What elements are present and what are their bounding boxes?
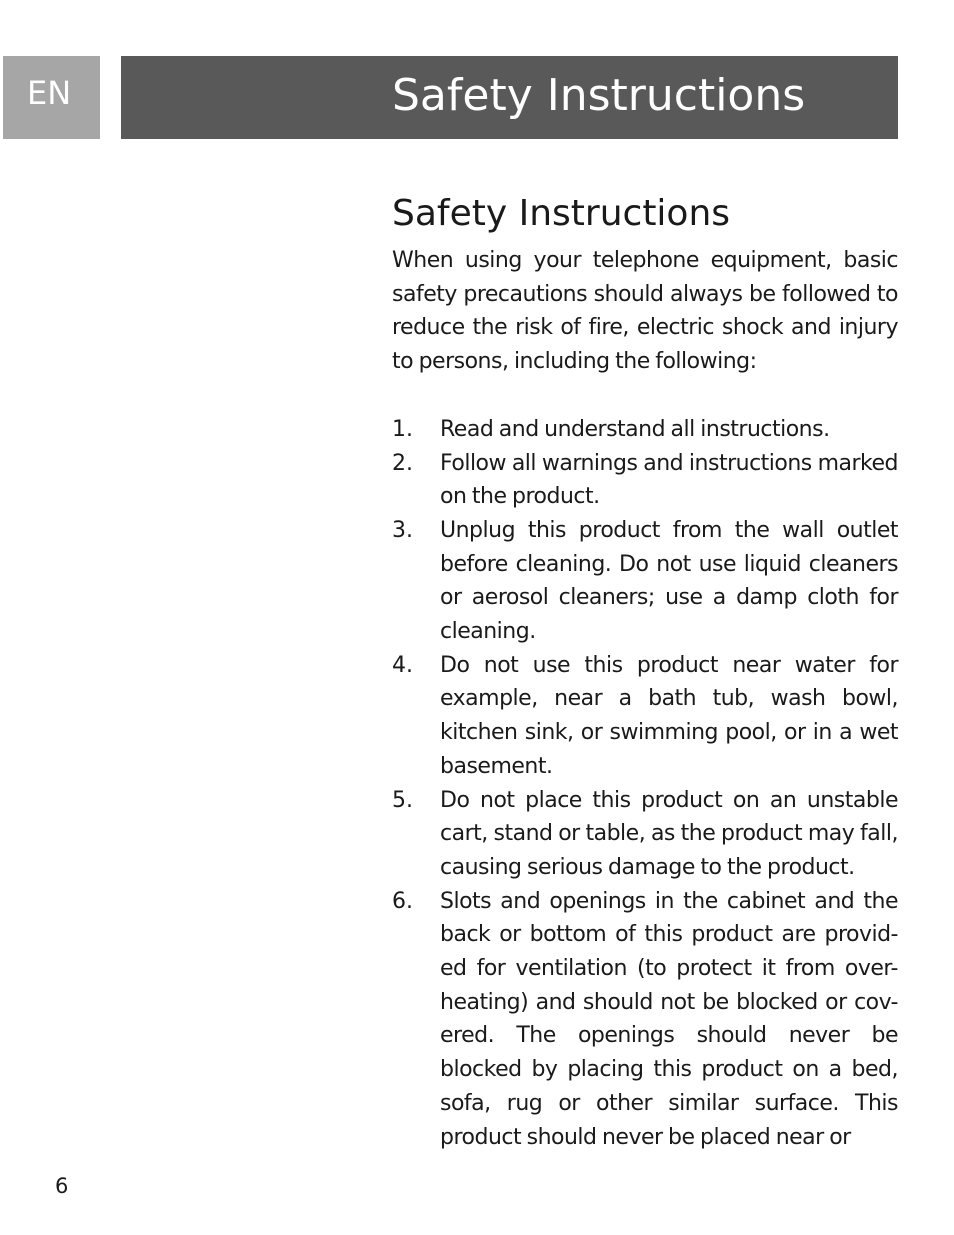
list-item	[392, 413, 898, 447]
list-item	[392, 447, 898, 514]
list-item	[392, 514, 898, 649]
list-item-text: Read and understand all instructions.	[440, 416, 830, 442]
list-item-number: 2.	[392, 450, 413, 476]
page-header-title: Safety Instructions	[392, 70, 806, 121]
list-item	[392, 649, 898, 784]
safety-instructions-list	[392, 413, 898, 1154]
page-header-bar	[121, 56, 898, 139]
page-number: 6	[55, 1174, 69, 1198]
list-item-number: 1.	[392, 416, 413, 442]
list-item-text: Slots and openings in the cabinet and the back or bottom of this product are provid-ed for ventilation (to protect it from over-heating) and should not be blocked or cov-ered. The openings should never be blocked by placing this product on a bed, sofa, rug or other similar surface. This product should never be placed near or	[440, 888, 898, 1150]
list-item-text: Unplug this product from the wall outlet before cleaning. Do not use liquid cleaners or aerosol cleaners; use a damp cloth for cleaning.	[440, 517, 898, 645]
main-content	[392, 190, 898, 1154]
list-item-number: 6.	[392, 888, 413, 914]
list-item-text: Do not place this product on an unstable cart, stand or table, as the product may fall, causing serious damage to the product.	[440, 787, 898, 880]
list-item-number: 4.	[392, 652, 413, 678]
list-item-number: 3.	[392, 517, 413, 543]
list-item-text: Follow all warnings and instructions marked on the product.	[440, 450, 898, 510]
language-tab: EN	[3, 56, 100, 139]
list-item	[392, 885, 898, 1155]
section-title: Safety Instructions	[392, 193, 731, 234]
list-item-text: Do not use this product near water for example, near a bath tub, wash bowl, kitchen sink, or swimming pool, or in a wet basement.	[440, 652, 898, 779]
list-item-number: 5.	[392, 787, 413, 813]
list-item	[392, 784, 898, 885]
intro-paragraph: When using your telephone equipment, basic safety precautions should always be followed to reduce the risk of fire, electric shock and injury to persons, including the following:	[392, 248, 898, 375]
